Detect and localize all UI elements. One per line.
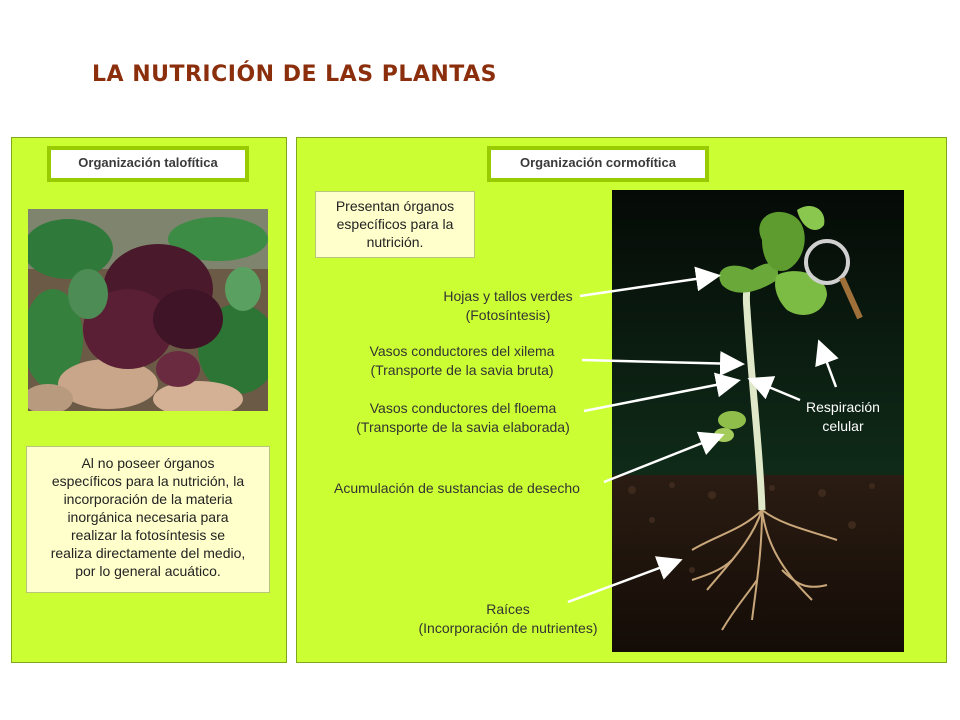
intro-line: específicos para la	[336, 216, 454, 232]
heading-cormofitica: Organización cormofítica	[487, 146, 709, 182]
description-line: realiza directamente del medio,	[50, 545, 246, 561]
label-leaves-sub: (Fotosíntesis)	[465, 307, 551, 323]
description-line: inorgánica necesaria para	[67, 509, 229, 525]
description-line: por lo general acuático.	[75, 563, 221, 579]
page-title: LA NUTRICIÓN DE LAS PLANTAS	[92, 62, 497, 87]
intro-line: nutrición.	[366, 234, 424, 250]
algae-photo	[28, 209, 268, 411]
label-leaves	[424, 287, 592, 325]
label-phloem-sub: (Transporte de la savia elaborada)	[356, 419, 570, 435]
label-roots	[398, 600, 618, 638]
heading-talofitica: Organización talofítica	[47, 146, 249, 182]
description-line: realizar la fotosíntesis se	[70, 527, 226, 543]
cormofitica-intro	[315, 191, 475, 258]
label-leaves-title: Hojas y tallos verdes	[443, 288, 573, 304]
talofitica-description	[26, 446, 270, 593]
label-phloem-title: Vasos conductores del floema	[369, 400, 557, 416]
label-roots-title: Raíces	[486, 601, 530, 617]
label-xylem-title: Vasos conductores del xilema	[369, 343, 555, 359]
label-respiration-title: Respiración	[806, 399, 880, 415]
description-line: Al no poseer órganos	[81, 455, 215, 471]
label-respiration-sub: celular	[822, 418, 864, 434]
label-phloem	[340, 399, 586, 437]
description-line: específicos para la nutrición, la	[51, 473, 245, 489]
label-xylem-sub: (Transporte de la savia bruta)	[370, 362, 554, 378]
label-respiration	[788, 398, 898, 436]
description-line: incorporación de la materia	[63, 491, 233, 507]
label-waste-title: Acumulación de sustancias de desecho	[334, 480, 580, 496]
label-waste	[312, 479, 602, 498]
intro-line: Presentan órganos	[335, 198, 455, 214]
label-roots-sub: (Incorporación de nutrientes)	[418, 620, 598, 636]
label-xylem	[352, 342, 572, 380]
